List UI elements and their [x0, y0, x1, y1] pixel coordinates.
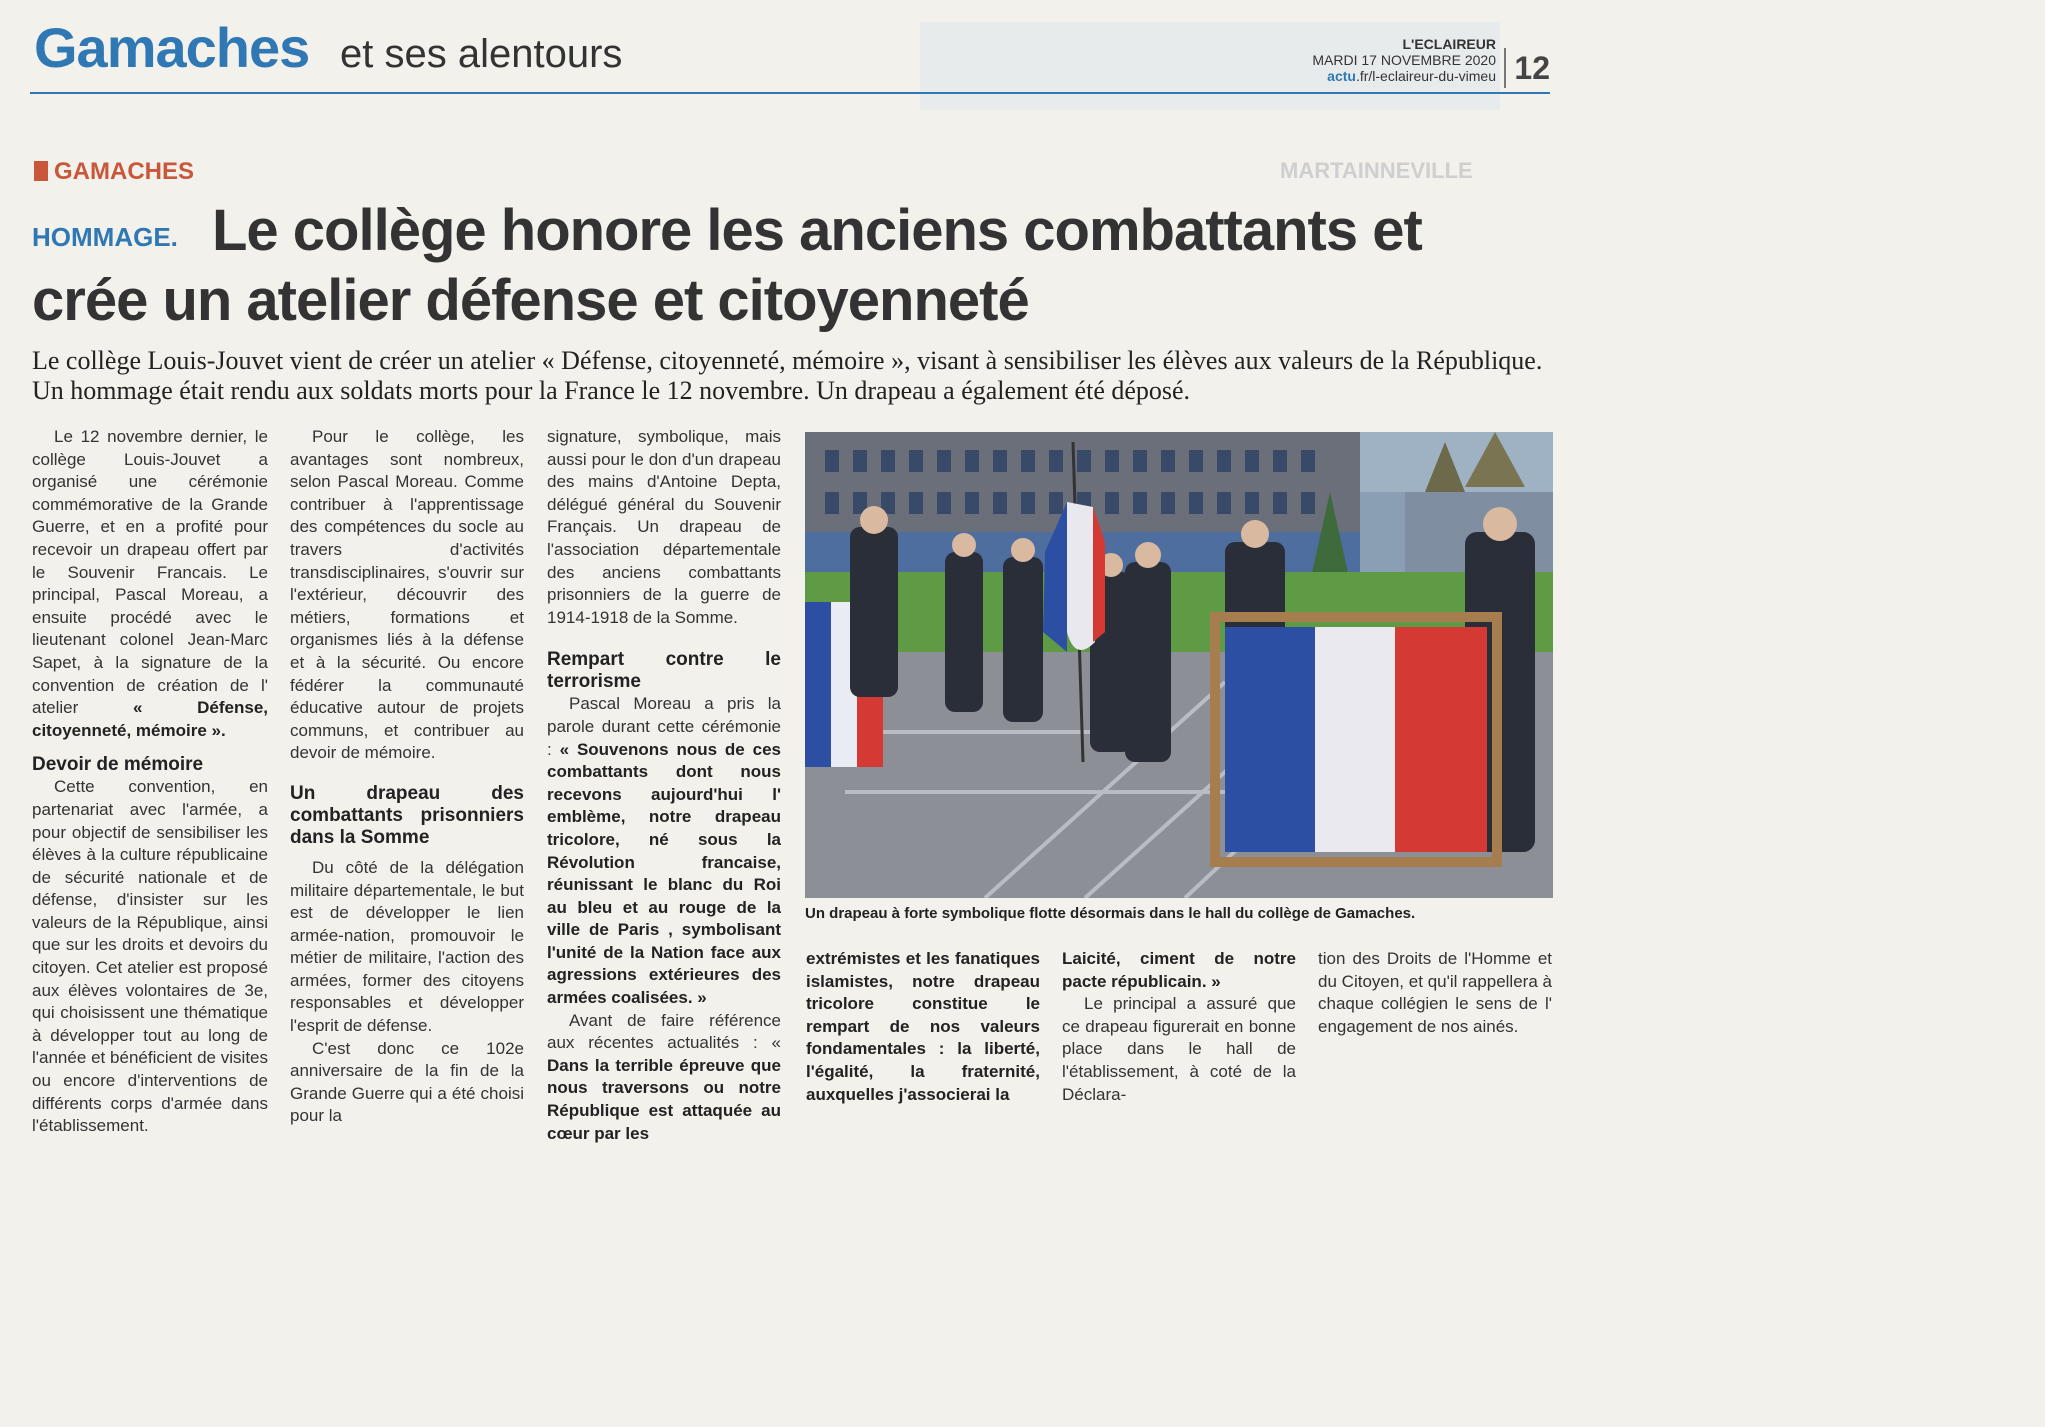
masthead-info: [1312, 36, 1496, 84]
atelier-name: « Défense, citoyenneté, mémoire ».: [32, 698, 269, 740]
kicker: HOMMAGE.: [32, 222, 178, 252]
section-marker: [34, 161, 48, 181]
header-rule: [30, 92, 1550, 94]
section-label: [34, 158, 194, 186]
lead-paragraph: Le collège Louis-Jouvet vient de créer un atelier « Défense, citoyenneté, mémoire », visant à sensibiliser les élèves aux valeurs de la République. Un hommage était rendu aux soldats morts pour la France le 12 novembre. Un drapeau a également été déposé.: [32, 346, 1543, 405]
paper-name: L'ECLAIREUR: [1402, 36, 1496, 52]
column-5: [1062, 948, 1296, 1106]
paragraph: tion des Droits de l'Homme et du Citoyen, et qu'il rappellera à chaque collégien le sens de l' engagement de nos ainés.: [1318, 949, 1552, 1036]
column-4: [806, 948, 1040, 1106]
section-label-text: GAMACHES: [54, 158, 195, 185]
paragraph-text: Pascal Moreau a pris la parole durant cette cérémonie :: [547, 694, 781, 759]
paragraph: signature, symbolique, mais aussi pour le don d'un drapeau des mains d'Antoine Depta, délégué général du Souvenir Français. Un drapeau de l'association départementale des anciens combattants prisonniers de la guerre de 1914-1918 de la Somme.: [547, 427, 781, 627]
paragraph: Pour le collège, les avantages sont nombreux, selon Pascal Moreau. Comme contribuer à l'apprentissage des compétences du socle au travers d'activités transdisciplinaires, s'ouvrir sur l'extérieur, découvrir des métiers, formations et organismes liés à la défense et à la sécurité. Ou encore fédérer la communauté éducative autour de projets communs, et contribuer au devoir de mémoire.: [290, 427, 524, 763]
ceremony-illustration: [805, 432, 1553, 898]
paragraph: C'est donc ce 102e anniversaire de la fin de la Grande Guerre qui a été choisi pour la: [290, 1038, 524, 1126]
paragraph: [1062, 948, 1296, 993]
headline: Le collège honore les anciens combattants et crée un atelier défense et citoyenneté: [32, 198, 1422, 333]
quote-text: Dans la terrible épreuve que nous traversons ou notre République est attaquée au cœur par les: [547, 1055, 781, 1143]
quote-text: extrémistes et les fanatiques islamistes, notre drapeau tricolore constitue le rempart de nos valeurs fondamentales : la liberté, l'égalité, la fraternité, auxquelles j'associerai la: [806, 949, 1040, 1104]
ghost-section-label: MARTAINNEVILLE: [1280, 158, 1473, 183]
paragraph: [32, 426, 268, 742]
paragraph-text: Le 12 novembre dernier, le collège Louis-Jouvet a organisé une cérémonie commémorative de la Grande Guerre, et en a profité pour recevoir un drapeau offert par le Souvenir Francais. Le principal, Pascal Moreau, a ensuite procédé avec le lieutenant colonel Jean-Marc Sapet, à la signature de la convention de création de l' atelier: [32, 427, 268, 718]
column-1: [32, 426, 268, 1138]
paragraph: [806, 948, 1040, 1106]
url-rest: .fr/l-eclaireur-du-vimeu: [1355, 68, 1496, 84]
paper-url: [1312, 68, 1496, 84]
issue-date: MARDI 17 NOVEMBRE 2020: [1312, 52, 1496, 68]
column-3: [547, 426, 781, 1145]
article-photo: [805, 432, 1553, 898]
quote-text: « Souvenons nous de ces combattants dont nous recevons aujourd'hui l' emblème, notre drapeau tricolore, né sous la Révolution francaise, réunissant le blanc du Roi au bleu et au rouge de la ville de Paris , symbolisant l'unité de la Nation face aux agressions extérieures des armées coalisées. »: [547, 739, 782, 1008]
subheading: Rempart contre le terrorisme: [547, 649, 781, 693]
paragraph: Le principal a assuré que ce drapeau figurerait en bonne place dans le hall de l'établissement, à coté de la Déclara-: [1062, 994, 1296, 1104]
paragraph: [547, 693, 781, 1009]
column-6: [1318, 948, 1552, 1038]
subheading: Un drapeau des combattants prisonniers dans la Somme: [290, 782, 524, 848]
quote-text: Laicité, ciment de notre pacte républicain. »: [1062, 949, 1296, 991]
page-number: 12: [1504, 48, 1550, 88]
masthead-subtitle: et ses alentours: [340, 32, 623, 76]
paragraph: Cette convention, en partenariat avec l'armée, a pour objectif de sensibiliser les élèves à la culture républicaine de sécurité nationale et de défense, d'insister sur les valeurs de la République, ainsi que sur les droits et devoirs du citoyen. Cet atelier est proposé aux élèves volontaires de 3e, qui choisissent une thématique à développer tout au long de l'année et bénéficient de visites ou encore d'interventions de différents corps d'armée dans l'établissement.: [32, 777, 268, 1136]
url-prefix: actu: [1327, 68, 1356, 84]
paragraph-text: Avant de faire référence aux récentes actualités : «: [547, 1010, 781, 1053]
paragraph: Du côté de la délégation militaire départementale, le but est de développer le lien armée-nation, promouvoir le métier de militaire, l'action des armées, former des citoyens responsables et développer l'esprit de défense.: [290, 857, 524, 1036]
paragraph: [547, 1010, 781, 1146]
photo-caption: Un drapeau à forte symbolique flotte désormais dans le hall du collège de Gamaches.: [805, 905, 1416, 922]
column-2: [290, 426, 524, 1128]
subheading: Devoir de mémoire: [32, 754, 204, 776]
masthead-title: Gamaches: [34, 16, 310, 79]
